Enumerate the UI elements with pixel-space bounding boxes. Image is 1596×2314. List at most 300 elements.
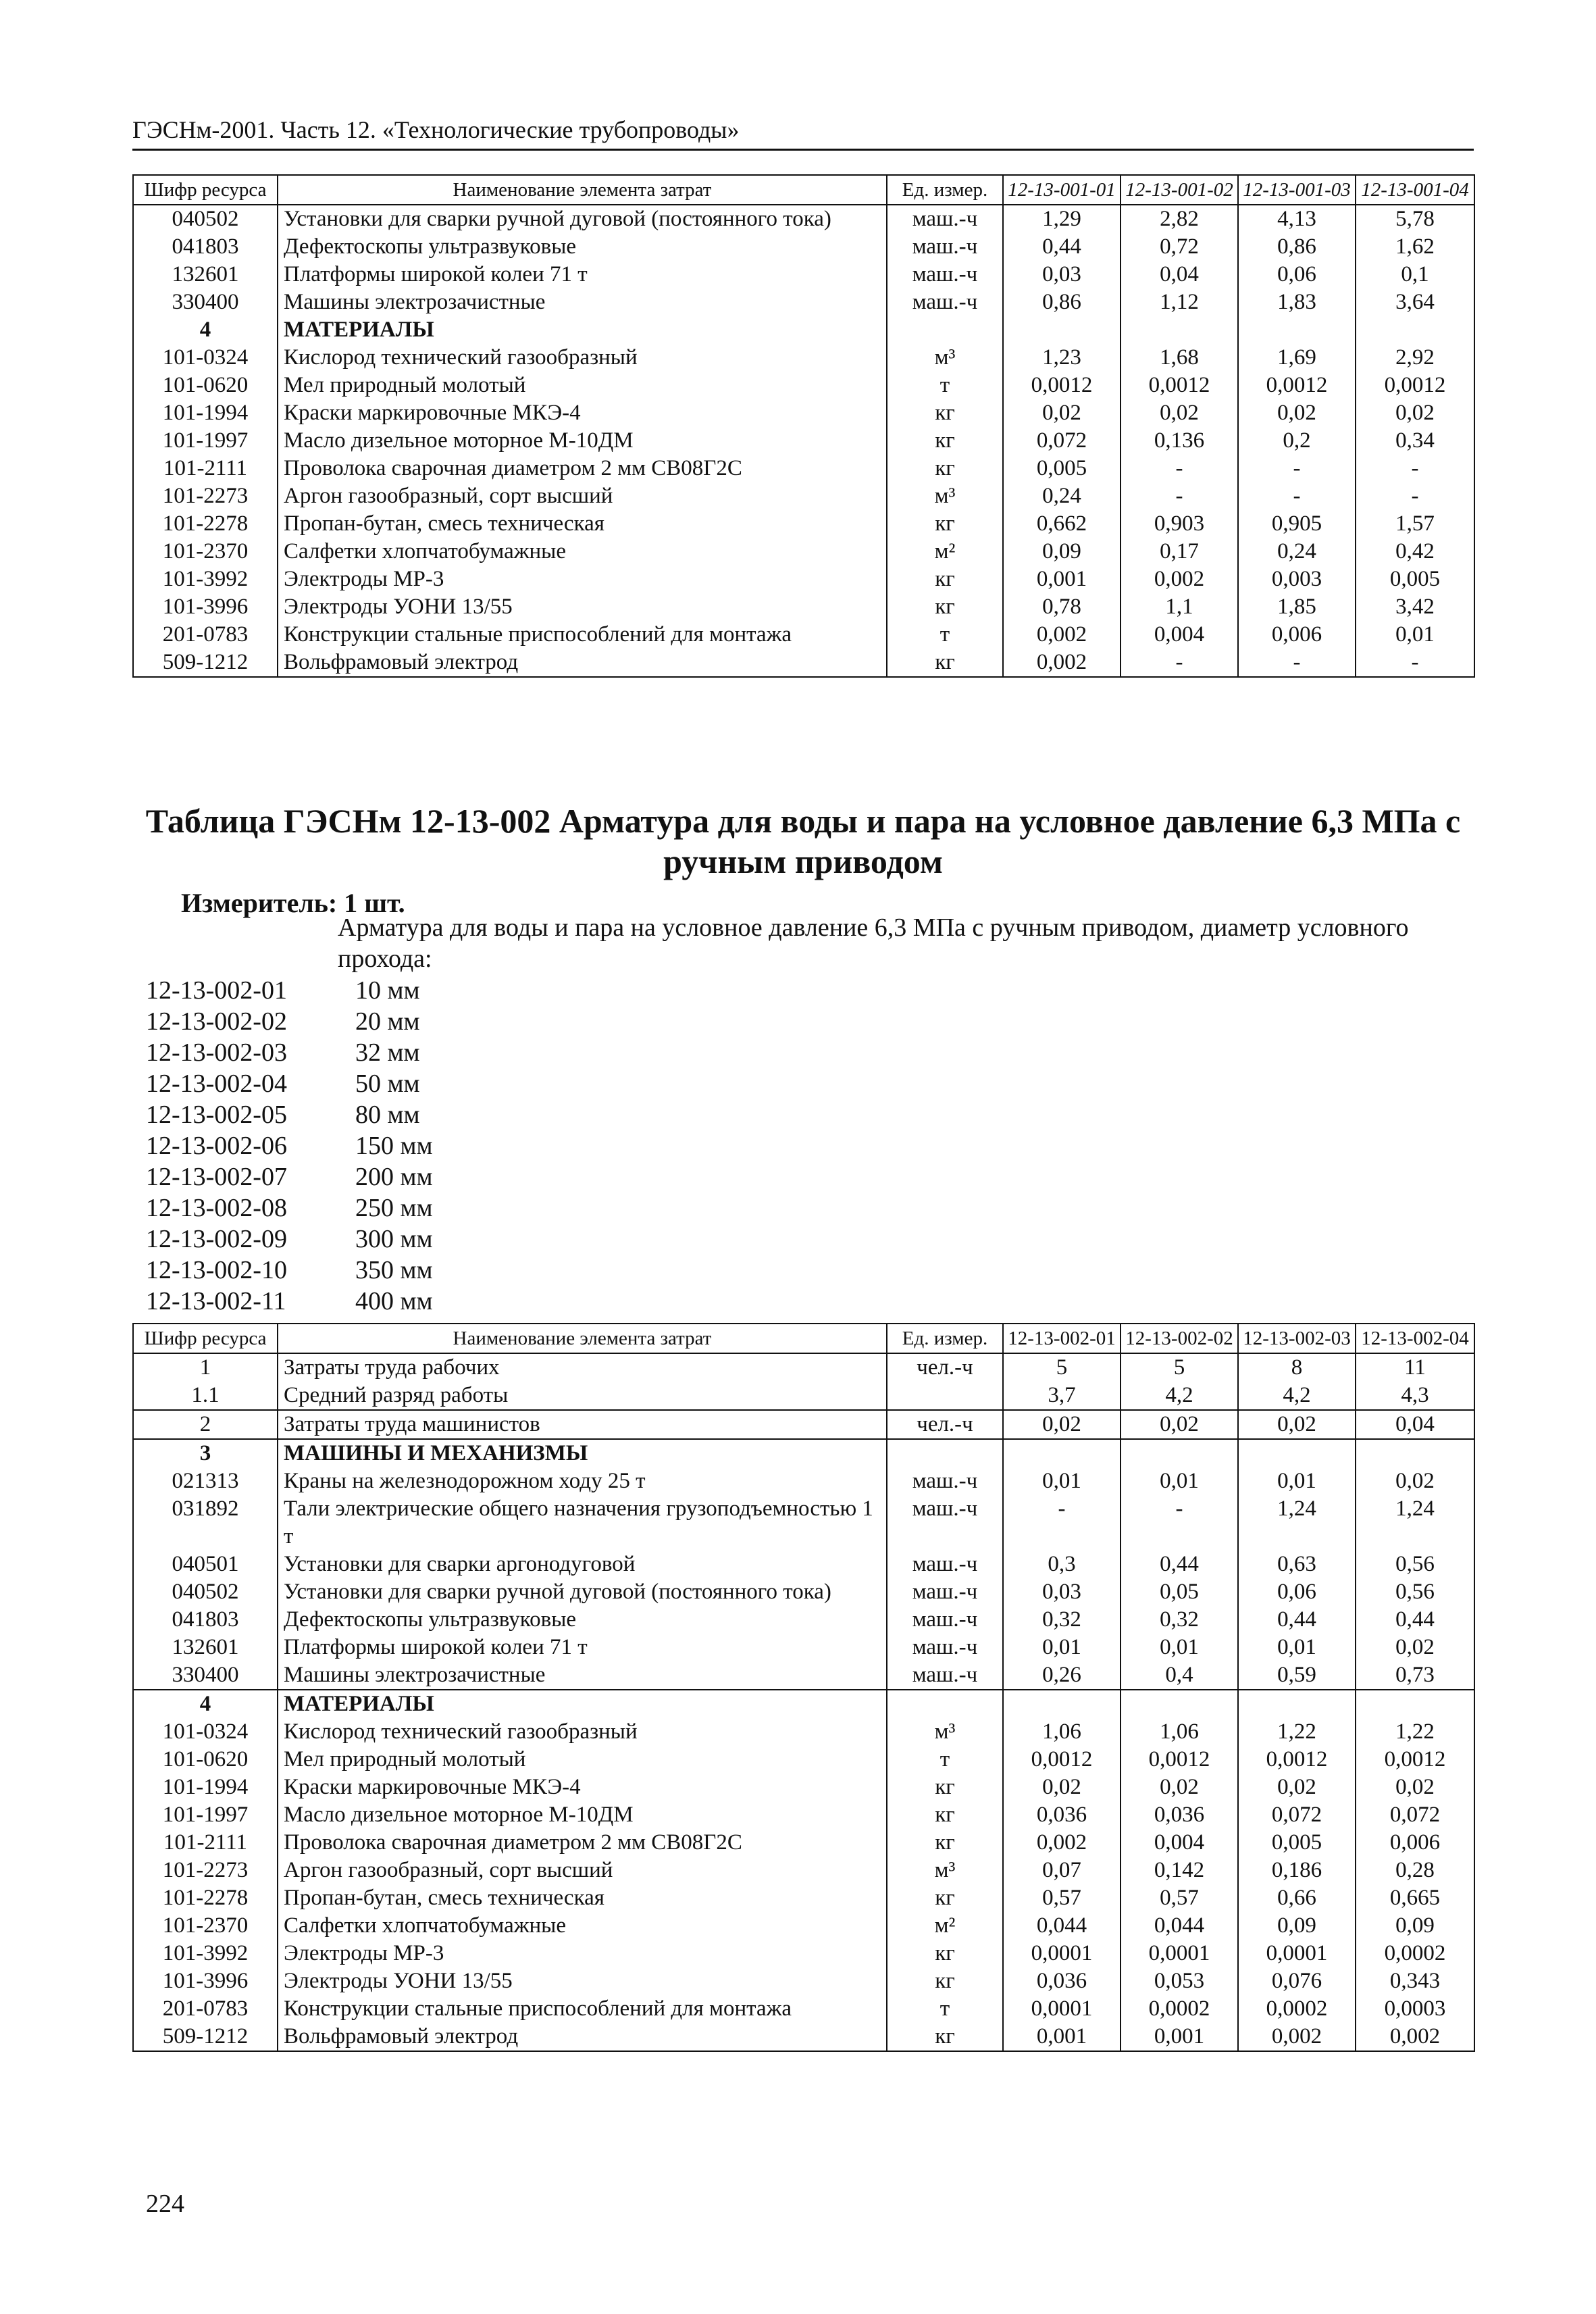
item-code-row [146,975,433,1006]
cell-v3: 0,24 [1238,538,1356,565]
table-row [133,1912,1474,1940]
cell-v1: 5 [1003,1353,1121,1382]
item-size: 350 мм [355,1256,433,1284]
cell-unit: т [887,372,1003,399]
cell-name: Дефектоскопы ультразвуковые [278,1606,887,1634]
header-code: Шифр ресурса [133,1324,278,1353]
item-code: 12-13-002-07 [146,1163,287,1191]
cell-name: Электроды МР-3 [278,1940,887,1967]
cell-v4: 0,0012 [1356,372,1474,399]
cell-name: Вольфрамовый электрод [278,649,887,677]
cell-v4: 0,42 [1356,538,1474,565]
table-row [133,1829,1474,1857]
cell-v2: 2,82 [1121,205,1238,233]
cell-v3: 0,02 [1238,399,1356,427]
cell-v2: 0,05 [1121,1578,1238,1606]
cell-code: 132601 [133,1634,278,1661]
cell-v1: 0,44 [1003,233,1121,261]
cell-v2 [1121,1690,1238,1718]
cell-name: Конструкции стальные приспособлений для монтажа [278,1995,887,2023]
item-code: 12-13-002-10 [146,1256,287,1284]
cell-code: 041803 [133,233,278,261]
cell-code: 509-1212 [133,649,278,677]
cell-code: 041803 [133,1606,278,1634]
table-row [133,261,1474,288]
cell-v2: 1,1 [1121,593,1238,621]
header-col-2: 12-13-001-02 [1121,175,1238,205]
cell-v1: - [1003,1495,1121,1551]
cell-name: Установки для сварки аргонодуговой [278,1551,887,1578]
cell-name: Масло дизельное моторное М-10ДМ [278,1801,887,1829]
cell-v2: 0,4 [1121,1661,1238,1690]
cell-unit: м³ [887,1857,1003,1884]
item-code-row [146,1255,433,1286]
cell-v3: 0,66 [1238,1884,1356,1912]
cell-name: Краны на железнодорожном ходу 25 т [278,1467,887,1495]
cell-name: Конструкции стальные приспособлений для монтажа [278,621,887,649]
cell-v1: 0,001 [1003,565,1121,593]
cell-v2: 0,001 [1121,2023,1238,2051]
table-row [133,1774,1474,1801]
cell-v3: 0,0012 [1238,1746,1356,1774]
cell-v4: 11 [1356,1353,1474,1382]
header-unit: Ед. измер. [887,1324,1003,1353]
cell-v3: 8 [1238,1353,1356,1382]
item-code-row [146,1161,433,1192]
cell-v3 [1238,1439,1356,1467]
cell-v3 [1238,1690,1356,1718]
cell-code: 4 [133,1690,278,1718]
table-row [133,2023,1474,2051]
cell-v2: 1,12 [1121,288,1238,316]
cell-name: Аргон газообразный, сорт высший [278,482,887,510]
table-row [133,538,1474,565]
cell-code: 201-0783 [133,1995,278,2023]
table-row [133,372,1474,399]
cell-v1 [1003,1439,1121,1467]
table-row [133,621,1474,649]
cell-name: Вольфрамовый электрод [278,2023,887,2051]
cell-v4: 0,04 [1356,1410,1474,1439]
cell-code: 4 [133,316,278,344]
item-size: 50 мм [355,1070,420,1098]
cell-code: 101-2278 [133,510,278,538]
cell-v2: - [1121,649,1238,677]
section-row [133,1439,1474,1467]
cell-name: Масло дизельное моторное М-10ДМ [278,427,887,455]
cell-v4 [1356,1690,1474,1718]
cell-unit: т [887,1995,1003,2023]
header-col-2: 12-13-002-02 [1121,1324,1238,1353]
cell-name: Машины электрозачистные [278,288,887,316]
item-code: 12-13-002-01 [146,976,287,1005]
table-row [133,1884,1474,1912]
cell-v1: 0,01 [1003,1467,1121,1495]
table-row [133,1634,1474,1661]
item-size: 10 мм [355,976,420,1005]
cell-v2: 0,002 [1121,565,1238,593]
cell-v2: 0,32 [1121,1606,1238,1634]
cell-name: Электроды УОНИ 13/55 [278,593,887,621]
cell-v3: - [1238,482,1356,510]
cell-v1: 0,0012 [1003,1746,1121,1774]
cell-v3: 1,85 [1238,593,1356,621]
table-row [133,1801,1474,1829]
cell-v4: 4,3 [1356,1382,1474,1410]
cell-v1: 0,072 [1003,427,1121,455]
cell-unit [887,1690,1003,1718]
cell-v4: 1,22 [1356,1718,1474,1746]
cell-v4: 0,1 [1356,261,1474,288]
item-code: 12-13-002-04 [146,1070,287,1098]
cell-v1: 0,002 [1003,649,1121,677]
cell-name: Салфетки хлопчатобумажные [278,538,887,565]
cell-v2: - [1121,1495,1238,1551]
cell-v1: 0,09 [1003,538,1121,565]
cell-v3: 0,59 [1238,1661,1356,1690]
cell-v3: 0,09 [1238,1912,1356,1940]
cell-v4: 0,072 [1356,1801,1474,1829]
item-code-row [146,1037,433,1068]
table-row [133,399,1474,427]
table-row [133,427,1474,455]
item-size: 400 мм [355,1287,433,1315]
cell-name: Платформы широкой колеи 71 т [278,1634,887,1661]
table-row [133,1857,1474,1884]
cell-v1: 0,036 [1003,1967,1121,1995]
cell-v4 [1356,316,1474,344]
cell-unit: кг [887,1967,1003,1995]
cell-v4: 0,02 [1356,1634,1474,1661]
cell-v3: 0,905 [1238,510,1356,538]
cell-v1: 0,002 [1003,621,1121,649]
cell-v2: 1,06 [1121,1718,1238,1746]
cell-name: МАШИНЫ И МЕХАНИЗМЫ [278,1439,887,1467]
cell-v4: 0,343 [1356,1967,1474,1995]
cell-name: Пропан-бутан, смесь техническая [278,1884,887,1912]
cell-v4: 0,005 [1356,565,1474,593]
cell-v1: 0,044 [1003,1912,1121,1940]
cell-code: 101-0324 [133,1718,278,1746]
item-size: 200 мм [355,1163,433,1191]
cell-v4: 3,64 [1356,288,1474,316]
cell-v3: 0,63 [1238,1551,1356,1578]
cell-v4: 0,09 [1356,1912,1474,1940]
cell-v1: 1,29 [1003,205,1121,233]
cell-name: Проволока сварочная диаметром 2 мм СВ08Г2С [278,455,887,482]
cell-v1: 0,662 [1003,510,1121,538]
cell-unit: т [887,621,1003,649]
cell-v2: 0,0012 [1121,1746,1238,1774]
table-row [133,1410,1474,1439]
cell-v2: 0,01 [1121,1634,1238,1661]
cell-code: 2 [133,1410,278,1439]
cell-v1: 0,3 [1003,1551,1121,1578]
cell-v4: 0,02 [1356,1467,1474,1495]
cell-name: Платформы широкой колеи 71 т [278,261,887,288]
cell-v3: 1,83 [1238,288,1356,316]
cell-v1: 0,02 [1003,1410,1121,1439]
header-code: Шифр ресурса [133,175,278,205]
cell-unit: кг [887,1829,1003,1857]
cell-unit: кг [887,455,1003,482]
cell-v4: 5,78 [1356,205,1474,233]
cell-unit: кг [887,1801,1003,1829]
table-row [133,344,1474,372]
cell-v3 [1238,316,1356,344]
cell-v2: 0,02 [1121,399,1238,427]
cell-v1: 0,001 [1003,2023,1121,2051]
cell-unit: м³ [887,1718,1003,1746]
table-row [133,1967,1474,1995]
cell-v4: - [1356,649,1474,677]
cell-unit [887,316,1003,344]
item-code: 12-13-002-09 [146,1225,287,1253]
cell-v1: 0,86 [1003,288,1121,316]
cell-v1: 1,23 [1003,344,1121,372]
table-row [133,205,1474,233]
cell-v1: 0,03 [1003,261,1121,288]
cell-v4: 1,24 [1356,1495,1474,1551]
cell-code: 101-1994 [133,399,278,427]
cell-v2: 0,004 [1121,1829,1238,1857]
item-code: 12-13-002-06 [146,1132,287,1160]
cell-v3: 1,22 [1238,1718,1356,1746]
table-row [133,593,1474,621]
table-row [133,1746,1474,1774]
cell-v1: 0,26 [1003,1661,1121,1690]
cell-code: 101-2111 [133,1829,278,1857]
cell-v3: 4,13 [1238,205,1356,233]
cell-unit: маш.-ч [887,233,1003,261]
cell-v4: 0,665 [1356,1884,1474,1912]
cell-v3: 0,02 [1238,1410,1356,1439]
cell-v3: 1,24 [1238,1495,1356,1551]
cell-unit: чел.-ч [887,1353,1003,1382]
cell-unit: маш.-ч [887,1551,1003,1578]
cell-unit: маш.-ч [887,288,1003,316]
cell-v2: 0,0002 [1121,1995,1238,2023]
table-header-row [133,175,1474,205]
cell-unit [887,1382,1003,1410]
table-row [133,1382,1474,1410]
cell-v4: 0,73 [1356,1661,1474,1690]
header-name: Наименование элемента затрат [278,1324,887,1353]
cell-v1: 3,7 [1003,1382,1121,1410]
table-row [133,1495,1474,1551]
cell-name: Установки для сварки ручной дуговой (постоянного тока) [278,205,887,233]
cell-v4: 1,57 [1356,510,1474,538]
cell-v2: 0,136 [1121,427,1238,455]
cell-v1: 0,03 [1003,1578,1121,1606]
item-size: 150 мм [355,1132,433,1160]
section-row [133,316,1474,344]
table-row [133,1353,1474,1382]
table-row [133,565,1474,593]
cell-name: Электроды МР-3 [278,565,887,593]
table-row [133,1995,1474,2023]
cell-unit: кг [887,2023,1003,2051]
cell-code: 330400 [133,1661,278,1690]
cell-unit: маш.-ч [887,261,1003,288]
item-size: 32 мм [355,1038,420,1067]
header-col-3: 12-13-001-03 [1238,175,1356,205]
header-col-4: 12-13-001-04 [1356,175,1474,205]
cell-v3: 0,2 [1238,427,1356,455]
cell-code: 101-0620 [133,372,278,399]
cell-v3: 0,06 [1238,1578,1356,1606]
page-number: 224 [146,2190,184,2218]
cell-unit: кг [887,565,1003,593]
cell-code: 101-2273 [133,482,278,510]
cell-code: 101-3996 [133,1967,278,1995]
cell-v4: 0,44 [1356,1606,1474,1634]
table-title: Таблица ГЭСНм 12-13-002 Арматура для воды и пара на условное давление 6,3 МПа с ручным приводом [145,802,1461,880]
cell-v2 [1121,316,1238,344]
cell-name: Аргон газообразный, сорт высший [278,1857,887,1884]
cell-v2: 5 [1121,1353,1238,1382]
cell-code: 101-0324 [133,344,278,372]
cell-v1 [1003,316,1121,344]
cell-v1: 1,06 [1003,1718,1121,1746]
cell-name: Дефектоскопы ультразвуковые [278,233,887,261]
cell-v1: 0,02 [1003,1774,1121,1801]
cell-v4: 0,34 [1356,427,1474,455]
item-code-row [146,1286,433,1317]
cell-unit: м² [887,538,1003,565]
cell-code: 101-2370 [133,1912,278,1940]
cell-v2: 4,2 [1121,1382,1238,1410]
item-code-row [146,1068,433,1099]
item-code: 12-13-002-08 [146,1194,287,1222]
cell-v2: 0,44 [1121,1551,1238,1578]
cell-code: 101-0620 [133,1746,278,1774]
cell-v4: 0,56 [1356,1578,1474,1606]
header-col-4: 12-13-002-04 [1356,1324,1474,1353]
cell-v1: 0,005 [1003,455,1121,482]
table-row [133,510,1474,538]
cell-code: 101-1997 [133,427,278,455]
header-col-1: 12-13-001-01 [1003,175,1121,205]
cell-code: 201-0783 [133,621,278,649]
cell-v4 [1356,1439,1474,1467]
item-size: 20 мм [355,1007,420,1036]
cell-v2: 1,68 [1121,344,1238,372]
cell-v3: 0,86 [1238,233,1356,261]
cell-code: 330400 [133,288,278,316]
cell-v2: 0,0001 [1121,1940,1238,1967]
cell-unit: кг [887,593,1003,621]
table-row [133,1578,1474,1606]
cell-v1: 0,02 [1003,399,1121,427]
cell-name: МАТЕРИАЛЫ [278,1690,887,1718]
table-row [133,1606,1474,1634]
cell-v2 [1121,1439,1238,1467]
header-name: Наименование элемента затрат [278,175,887,205]
cell-v4: 0,0003 [1356,1995,1474,2023]
cell-name: Мел природный молотый [278,372,887,399]
cell-v4: 3,42 [1356,593,1474,621]
cell-v3: 0,005 [1238,1829,1356,1857]
cell-v3: 0,0012 [1238,372,1356,399]
table-row [133,1467,1474,1495]
cell-unit: кг [887,1774,1003,1801]
cell-unit: т [887,1746,1003,1774]
table-row [133,1661,1474,1690]
item-code: 12-13-002-03 [146,1038,287,1067]
cell-v3: 0,02 [1238,1774,1356,1801]
cell-v3: - [1238,649,1356,677]
cell-code: 040502 [133,1578,278,1606]
cell-unit: маш.-ч [887,205,1003,233]
cell-v3: 0,06 [1238,261,1356,288]
cell-v1: 0,0001 [1003,1940,1121,1967]
item-size: 80 мм [355,1101,420,1129]
item-code-list [146,975,433,1317]
cell-name: Мел природный молотый [278,1746,887,1774]
cell-v4: 0,56 [1356,1551,1474,1578]
cell-v2: 0,903 [1121,510,1238,538]
item-code: 12-13-002-05 [146,1101,287,1129]
cell-name: Установки для сварки ручной дуговой (постоянного тока) [278,1578,887,1606]
cell-v2: 0,142 [1121,1857,1238,1884]
cell-unit: м³ [887,344,1003,372]
table-row [133,1940,1474,1967]
cell-name: Машины электрозачистные [278,1661,887,1690]
cell-v1: 0,002 [1003,1829,1121,1857]
cell-v2: 0,01 [1121,1467,1238,1495]
cell-v3: 0,076 [1238,1967,1356,1995]
cell-v3: 0,186 [1238,1857,1356,1884]
cell-v1: 0,0001 [1003,1995,1121,2023]
cell-name: Затраты труда машинистов [278,1410,887,1439]
cell-name: Салфетки хлопчатобумажные [278,1912,887,1940]
table-row [133,233,1474,261]
cell-name: Тали электрические общего назначения грузоподъемностью 1 т [278,1495,887,1551]
cell-v2: 0,0012 [1121,372,1238,399]
cell-code: 040501 [133,1551,278,1578]
cell-v3: 0,072 [1238,1801,1356,1829]
cell-code: 021313 [133,1467,278,1495]
cell-v3: 0,01 [1238,1634,1356,1661]
resource-table-002 [132,1323,1475,2052]
cell-v4: 1,62 [1356,233,1474,261]
table-row [133,1718,1474,1746]
cell-v3: 0,002 [1238,2023,1356,2051]
item-code: 12-13-002-02 [146,1007,287,1036]
cell-v3: 1,69 [1238,344,1356,372]
cell-v1: 0,32 [1003,1606,1121,1634]
cell-code: 031892 [133,1495,278,1551]
cell-name: Кислород технический газообразный [278,1718,887,1746]
item-size: 250 мм [355,1194,433,1222]
cell-v3: 4,2 [1238,1382,1356,1410]
cell-code: 1.1 [133,1382,278,1410]
cell-unit: маш.-ч [887,1661,1003,1690]
cell-name: Электроды УОНИ 13/55 [278,1967,887,1995]
cell-code: 101-1994 [133,1774,278,1801]
section-row [133,1690,1474,1718]
item-code-row [146,1130,433,1161]
item-code-row [146,1224,433,1255]
cell-unit: м² [887,1912,1003,1940]
cell-unit: кг [887,399,1003,427]
header-unit: Ед. измер. [887,175,1003,205]
cell-v4: 2,92 [1356,344,1474,372]
cell-code: 3 [133,1439,278,1467]
cell-unit: маш.-ч [887,1606,1003,1634]
table-row [133,1551,1474,1578]
